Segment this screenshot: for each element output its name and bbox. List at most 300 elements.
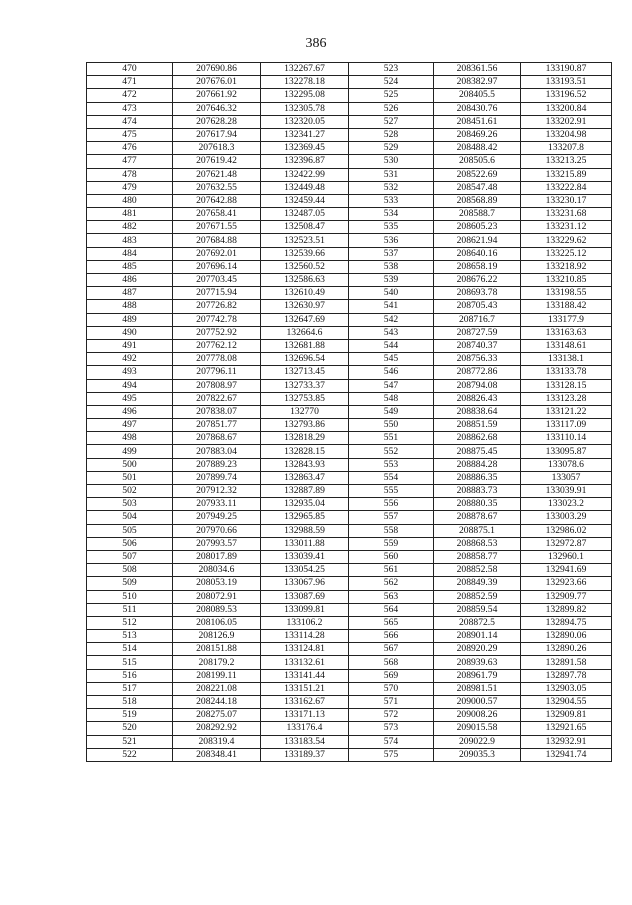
table-cell: 133200.84 — [521, 102, 612, 115]
table-cell: 550 — [349, 419, 434, 432]
table-cell: 208939.63 — [434, 656, 521, 669]
table-cell: 208862.68 — [434, 432, 521, 445]
table-cell: 562 — [349, 577, 434, 590]
table-cell: 208126.9 — [173, 630, 261, 643]
table-cell: 132941.69 — [521, 564, 612, 577]
table-cell: 498 — [87, 432, 173, 445]
table-cell: 208568.89 — [434, 194, 521, 207]
table-cell: 208430.76 — [434, 102, 521, 115]
table-cell: 207619.42 — [173, 155, 261, 168]
table-row — [87, 590, 612, 603]
table-cell: 479 — [87, 181, 173, 194]
table-cell: 208794.08 — [434, 379, 521, 392]
table-cell: 133078.6 — [521, 458, 612, 471]
table-cell: 506 — [87, 537, 173, 550]
table-cell: 207899.74 — [173, 471, 261, 484]
table-cell: 132610.49 — [261, 287, 349, 300]
table-row — [87, 128, 612, 141]
table-cell: 207778.08 — [173, 353, 261, 366]
table-cell: 207933.11 — [173, 498, 261, 511]
table-cell: 530 — [349, 155, 434, 168]
table-cell: 524 — [349, 76, 434, 89]
table-cell: 472 — [87, 89, 173, 102]
table-cell: 208034.6 — [173, 564, 261, 577]
table-cell: 207838.07 — [173, 405, 261, 418]
table-cell: 209008.26 — [434, 709, 521, 722]
table-cell: 566 — [349, 630, 434, 643]
table-cell: 207883.04 — [173, 445, 261, 458]
table-row — [87, 142, 612, 155]
table-cell: 208884.28 — [434, 458, 521, 471]
table-cell: 132733.37 — [261, 379, 349, 392]
table-cell: 133099.81 — [261, 603, 349, 616]
table-cell: 208693.78 — [434, 287, 521, 300]
table-cell: 475 — [87, 128, 173, 141]
table-cell: 207912.32 — [173, 485, 261, 498]
table-cell: 132586.63 — [261, 274, 349, 287]
table-cell: 207703.45 — [173, 274, 261, 287]
table-row — [87, 458, 612, 471]
table-row — [87, 550, 612, 563]
table-cell: 534 — [349, 208, 434, 221]
table-cell: 208875.45 — [434, 445, 521, 458]
table-cell: 133222.84 — [521, 181, 612, 194]
table-cell: 207621.48 — [173, 168, 261, 181]
table-cell: 561 — [349, 564, 434, 577]
table-cell: 132909.77 — [521, 590, 612, 603]
table-cell: 132891.58 — [521, 656, 612, 669]
table-cell: 133138.1 — [521, 353, 612, 366]
table-cell: 132753.85 — [261, 392, 349, 405]
table-cell: 544 — [349, 339, 434, 352]
table-cell: 207993.57 — [173, 537, 261, 550]
table-cell: 208872.5 — [434, 616, 521, 629]
table-cell: 133163.63 — [521, 326, 612, 339]
table-cell: 557 — [349, 511, 434, 524]
table-row — [87, 234, 612, 247]
table-cell: 208621.94 — [434, 234, 521, 247]
table-cell: 132903.05 — [521, 682, 612, 695]
table-cell: 508 — [87, 564, 173, 577]
table-cell: 133225.12 — [521, 247, 612, 260]
table-cell: 208179.2 — [173, 656, 261, 669]
table-cell: 507 — [87, 550, 173, 563]
table-cell: 133023.2 — [521, 498, 612, 511]
table-cell: 207696.14 — [173, 260, 261, 273]
table-cell: 132459.44 — [261, 194, 349, 207]
table-row — [87, 445, 612, 458]
table-cell: 132923.66 — [521, 577, 612, 590]
table-cell: 535 — [349, 221, 434, 234]
table-cell: 133215.89 — [521, 168, 612, 181]
table-row — [87, 656, 612, 669]
table-cell: 526 — [349, 102, 434, 115]
table-cell: 133141.44 — [261, 669, 349, 682]
table-cell: 132713.45 — [261, 366, 349, 379]
table-row — [87, 287, 612, 300]
table-row — [87, 168, 612, 181]
table-cell: 555 — [349, 485, 434, 498]
table-cell: 510 — [87, 590, 173, 603]
table-cell: 543 — [349, 326, 434, 339]
table-cell: 132305.78 — [261, 102, 349, 115]
table-cell: 511 — [87, 603, 173, 616]
table-cell: 133123.28 — [521, 392, 612, 405]
table-cell: 209035.3 — [434, 748, 521, 761]
table-cell: 575 — [349, 748, 434, 761]
table-cell: 208883.73 — [434, 485, 521, 498]
table-cell: 208244.18 — [173, 696, 261, 709]
table-row — [87, 339, 612, 352]
table-cell: 132890.26 — [521, 643, 612, 656]
table-cell: 554 — [349, 471, 434, 484]
table-row — [87, 353, 612, 366]
table-cell: 486 — [87, 274, 173, 287]
table-cell: 133133.78 — [521, 366, 612, 379]
table-cell: 483 — [87, 234, 173, 247]
table-cell: 132972.87 — [521, 537, 612, 550]
table-cell: 493 — [87, 366, 173, 379]
table-cell: 208151.88 — [173, 643, 261, 656]
table-cell: 522 — [87, 748, 173, 761]
table-cell: 208072.91 — [173, 590, 261, 603]
table-cell: 538 — [349, 260, 434, 273]
table-cell: 133198.55 — [521, 287, 612, 300]
table-cell: 132828.15 — [261, 445, 349, 458]
table-row — [87, 366, 612, 379]
table-cell: 207796.11 — [173, 366, 261, 379]
table-cell: 132894.75 — [521, 616, 612, 629]
table-row — [87, 419, 612, 432]
table-cell: 541 — [349, 300, 434, 313]
table-cell: 132897.78 — [521, 669, 612, 682]
table-cell: 528 — [349, 128, 434, 141]
table-cell: 476 — [87, 142, 173, 155]
table-cell: 490 — [87, 326, 173, 339]
table-cell: 133231.12 — [521, 221, 612, 234]
table-cell: 132932.91 — [521, 735, 612, 748]
table-cell: 208920.29 — [434, 643, 521, 656]
table-cell: 208878.67 — [434, 511, 521, 524]
table-cell: 133057 — [521, 471, 612, 484]
table-row — [87, 155, 612, 168]
table-cell: 517 — [87, 682, 173, 695]
table-cell: 208852.58 — [434, 564, 521, 577]
table-cell: 572 — [349, 709, 434, 722]
table-cell: 207726.82 — [173, 300, 261, 313]
coordinates-table — [86, 62, 612, 762]
table-cell: 207628.28 — [173, 115, 261, 128]
table-cell: 207762.12 — [173, 339, 261, 352]
table-cell: 132899.82 — [521, 603, 612, 616]
table-row — [87, 630, 612, 643]
table-cell: 207661.92 — [173, 89, 261, 102]
table-cell: 133188.42 — [521, 300, 612, 313]
table-row — [87, 405, 612, 418]
table-row — [87, 603, 612, 616]
table-cell: 132941.74 — [521, 748, 612, 761]
table-cell: 132681.88 — [261, 339, 349, 352]
table-cell: 478 — [87, 168, 173, 181]
table-cell: 207690.86 — [173, 63, 261, 76]
table-cell: 132909.81 — [521, 709, 612, 722]
table-cell: 509 — [87, 577, 173, 590]
table-cell: 133117.09 — [521, 419, 612, 432]
table-cell: 565 — [349, 616, 434, 629]
table-cell: 536 — [349, 234, 434, 247]
table-cell: 132696.54 — [261, 353, 349, 366]
table-cell: 523 — [349, 63, 434, 76]
table-cell: 481 — [87, 208, 173, 221]
table-cell: 208981.51 — [434, 682, 521, 695]
table-row — [87, 274, 612, 287]
table-cell: 552 — [349, 445, 434, 458]
table-cell: 208852.59 — [434, 590, 521, 603]
table-cell: 132890.06 — [521, 630, 612, 643]
coordinates-table-body — [87, 63, 612, 762]
table-cell: 133202.91 — [521, 115, 612, 128]
table-cell: 207676.01 — [173, 76, 261, 89]
table-cell: 570 — [349, 682, 434, 695]
table-cell: 133110.14 — [521, 432, 612, 445]
table-row — [87, 485, 612, 498]
table-cell: 207692.01 — [173, 247, 261, 260]
table-cell: 208858.77 — [434, 550, 521, 563]
table-row — [87, 89, 612, 102]
table-cell: 132818.29 — [261, 432, 349, 445]
table-cell: 492 — [87, 353, 173, 366]
table-cell: 514 — [87, 643, 173, 656]
table-cell: 531 — [349, 168, 434, 181]
table-cell: 208451.61 — [434, 115, 521, 128]
table-cell: 133114.28 — [261, 630, 349, 643]
table-cell: 208640.16 — [434, 247, 521, 260]
table-cell: 491 — [87, 339, 173, 352]
table-row — [87, 194, 612, 207]
table-cell: 533 — [349, 194, 434, 207]
table-row — [87, 102, 612, 115]
table-row — [87, 511, 612, 524]
table-cell: 207851.77 — [173, 419, 261, 432]
table-row — [87, 735, 612, 748]
table-cell: 208361.56 — [434, 63, 521, 76]
table-row — [87, 564, 612, 577]
table-cell: 515 — [87, 656, 173, 669]
table-cell: 208275.07 — [173, 709, 261, 722]
table-cell: 529 — [349, 142, 434, 155]
table-cell: 132422.99 — [261, 168, 349, 181]
table-cell: 513 — [87, 630, 173, 643]
table-cell: 496 — [87, 405, 173, 418]
table-cell: 487 — [87, 287, 173, 300]
table-cell: 560 — [349, 550, 434, 563]
table-row — [87, 181, 612, 194]
table-cell: 132647.69 — [261, 313, 349, 326]
table-cell: 207970.66 — [173, 524, 261, 537]
table-cell: 208740.37 — [434, 339, 521, 352]
table-cell: 564 — [349, 603, 434, 616]
table-cell: 208849.39 — [434, 577, 521, 590]
table-cell: 480 — [87, 194, 173, 207]
table-row — [87, 537, 612, 550]
table-cell: 563 — [349, 590, 434, 603]
table-cell: 207658.41 — [173, 208, 261, 221]
table-row — [87, 616, 612, 629]
table-cell: 133210.85 — [521, 274, 612, 287]
table-cell: 477 — [87, 155, 173, 168]
table-cell: 521 — [87, 735, 173, 748]
table-cell: 482 — [87, 221, 173, 234]
table-row — [87, 696, 612, 709]
table-cell: 546 — [349, 366, 434, 379]
table-cell: 208319.4 — [173, 735, 261, 748]
table-cell: 548 — [349, 392, 434, 405]
table-cell: 132278.18 — [261, 76, 349, 89]
table-cell: 208851.59 — [434, 419, 521, 432]
table-cell: 133207.8 — [521, 142, 612, 155]
table-cell: 132630.97 — [261, 300, 349, 313]
table-cell: 208505.6 — [434, 155, 521, 168]
table-cell: 573 — [349, 722, 434, 735]
table-cell: 502 — [87, 485, 173, 498]
table-cell: 133124.81 — [261, 643, 349, 656]
table-cell: 133229.62 — [521, 234, 612, 247]
table-cell: 473 — [87, 102, 173, 115]
table-cell: 208727.59 — [434, 326, 521, 339]
table-cell: 208859.54 — [434, 603, 521, 616]
table-cell: 133183.54 — [261, 735, 349, 748]
table-cell: 133039.91 — [521, 485, 612, 498]
table-cell: 133189.37 — [261, 748, 349, 761]
table-cell: 132295.08 — [261, 89, 349, 102]
table-cell: 474 — [87, 115, 173, 128]
table-row — [87, 76, 612, 89]
table-cell: 133128.15 — [521, 379, 612, 392]
table-cell: 207617.94 — [173, 128, 261, 141]
table-cell: 208089.53 — [173, 603, 261, 616]
table-row — [87, 221, 612, 234]
table-cell: 537 — [349, 247, 434, 260]
table-cell: 545 — [349, 353, 434, 366]
table-cell: 133011.88 — [261, 537, 349, 550]
table-cell: 208106.05 — [173, 616, 261, 629]
table-row — [87, 682, 612, 695]
table-cell: 504 — [87, 511, 173, 524]
table-cell: 569 — [349, 669, 434, 682]
table-cell: 133039.41 — [261, 550, 349, 563]
table-cell: 133190.87 — [521, 63, 612, 76]
table-cell: 520 — [87, 722, 173, 735]
table-cell: 208017.89 — [173, 550, 261, 563]
table-cell: 132887.89 — [261, 485, 349, 498]
table-cell: 207822.67 — [173, 392, 261, 405]
table-cell: 207742.78 — [173, 313, 261, 326]
table-cell: 133218.92 — [521, 260, 612, 273]
table-cell: 559 — [349, 537, 434, 550]
table-cell: 133231.68 — [521, 208, 612, 221]
table-cell: 132560.52 — [261, 260, 349, 273]
table-cell: 208826.43 — [434, 392, 521, 405]
table-cell: 132369.45 — [261, 142, 349, 155]
table-cell: 133171.13 — [261, 709, 349, 722]
table-cell: 208547.48 — [434, 181, 521, 194]
table-cell: 133230.17 — [521, 194, 612, 207]
table-cell: 132793.86 — [261, 419, 349, 432]
table-cell: 208901.14 — [434, 630, 521, 643]
table-cell: 133095.87 — [521, 445, 612, 458]
table-cell: 208199.11 — [173, 669, 261, 682]
table-cell: 208488.42 — [434, 142, 521, 155]
table-cell: 499 — [87, 445, 173, 458]
table-row — [87, 748, 612, 761]
table-cell: 505 — [87, 524, 173, 537]
table-cell: 209022.9 — [434, 735, 521, 748]
table-cell: 208658.19 — [434, 260, 521, 273]
table-row — [87, 722, 612, 735]
table-cell: 207671.55 — [173, 221, 261, 234]
table-cell: 208756.33 — [434, 353, 521, 366]
table-row — [87, 709, 612, 722]
table-row — [87, 643, 612, 656]
table-row — [87, 471, 612, 484]
table-cell: 208292.92 — [173, 722, 261, 735]
table-cell: 574 — [349, 735, 434, 748]
table-cell: 553 — [349, 458, 434, 471]
table-cell: 133148.61 — [521, 339, 612, 352]
table-row — [87, 432, 612, 445]
table-cell: 207752.92 — [173, 326, 261, 339]
table-cell: 133151.21 — [261, 682, 349, 695]
table-cell: 208886.35 — [434, 471, 521, 484]
table-cell: 133106.2 — [261, 616, 349, 629]
table-cell: 208838.64 — [434, 405, 521, 418]
table-cell: 208348.41 — [173, 748, 261, 761]
table-cell: 542 — [349, 313, 434, 326]
table-cell: 208053.19 — [173, 577, 261, 590]
table-cell: 512 — [87, 616, 173, 629]
table-cell: 539 — [349, 274, 434, 287]
table-cell: 540 — [349, 287, 434, 300]
table-cell: 495 — [87, 392, 173, 405]
table-cell: 132267.67 — [261, 63, 349, 76]
table-row — [87, 392, 612, 405]
table-cell: 209015.58 — [434, 722, 521, 735]
table-cell: 207715.94 — [173, 287, 261, 300]
table-cell: 132863.47 — [261, 471, 349, 484]
table-cell: 208961.79 — [434, 669, 521, 682]
table-cell: 209000.57 — [434, 696, 521, 709]
table-cell: 527 — [349, 115, 434, 128]
table-cell: 132396.87 — [261, 155, 349, 168]
table-cell: 484 — [87, 247, 173, 260]
table-row — [87, 577, 612, 590]
table-cell: 133087.69 — [261, 590, 349, 603]
table-row — [87, 260, 612, 273]
table-cell: 207632.55 — [173, 181, 261, 194]
table-cell: 497 — [87, 419, 173, 432]
table-row — [87, 115, 612, 128]
table-row — [87, 524, 612, 537]
table-cell: 132921.65 — [521, 722, 612, 735]
table-cell: 568 — [349, 656, 434, 669]
table-cell: 494 — [87, 379, 173, 392]
table-cell: 133193.51 — [521, 76, 612, 89]
table-cell: 208716.7 — [434, 313, 521, 326]
table-cell: 207618.3 — [173, 142, 261, 155]
table-cell: 132508.47 — [261, 221, 349, 234]
table-cell: 208605.23 — [434, 221, 521, 234]
table-cell: 207646.32 — [173, 102, 261, 115]
